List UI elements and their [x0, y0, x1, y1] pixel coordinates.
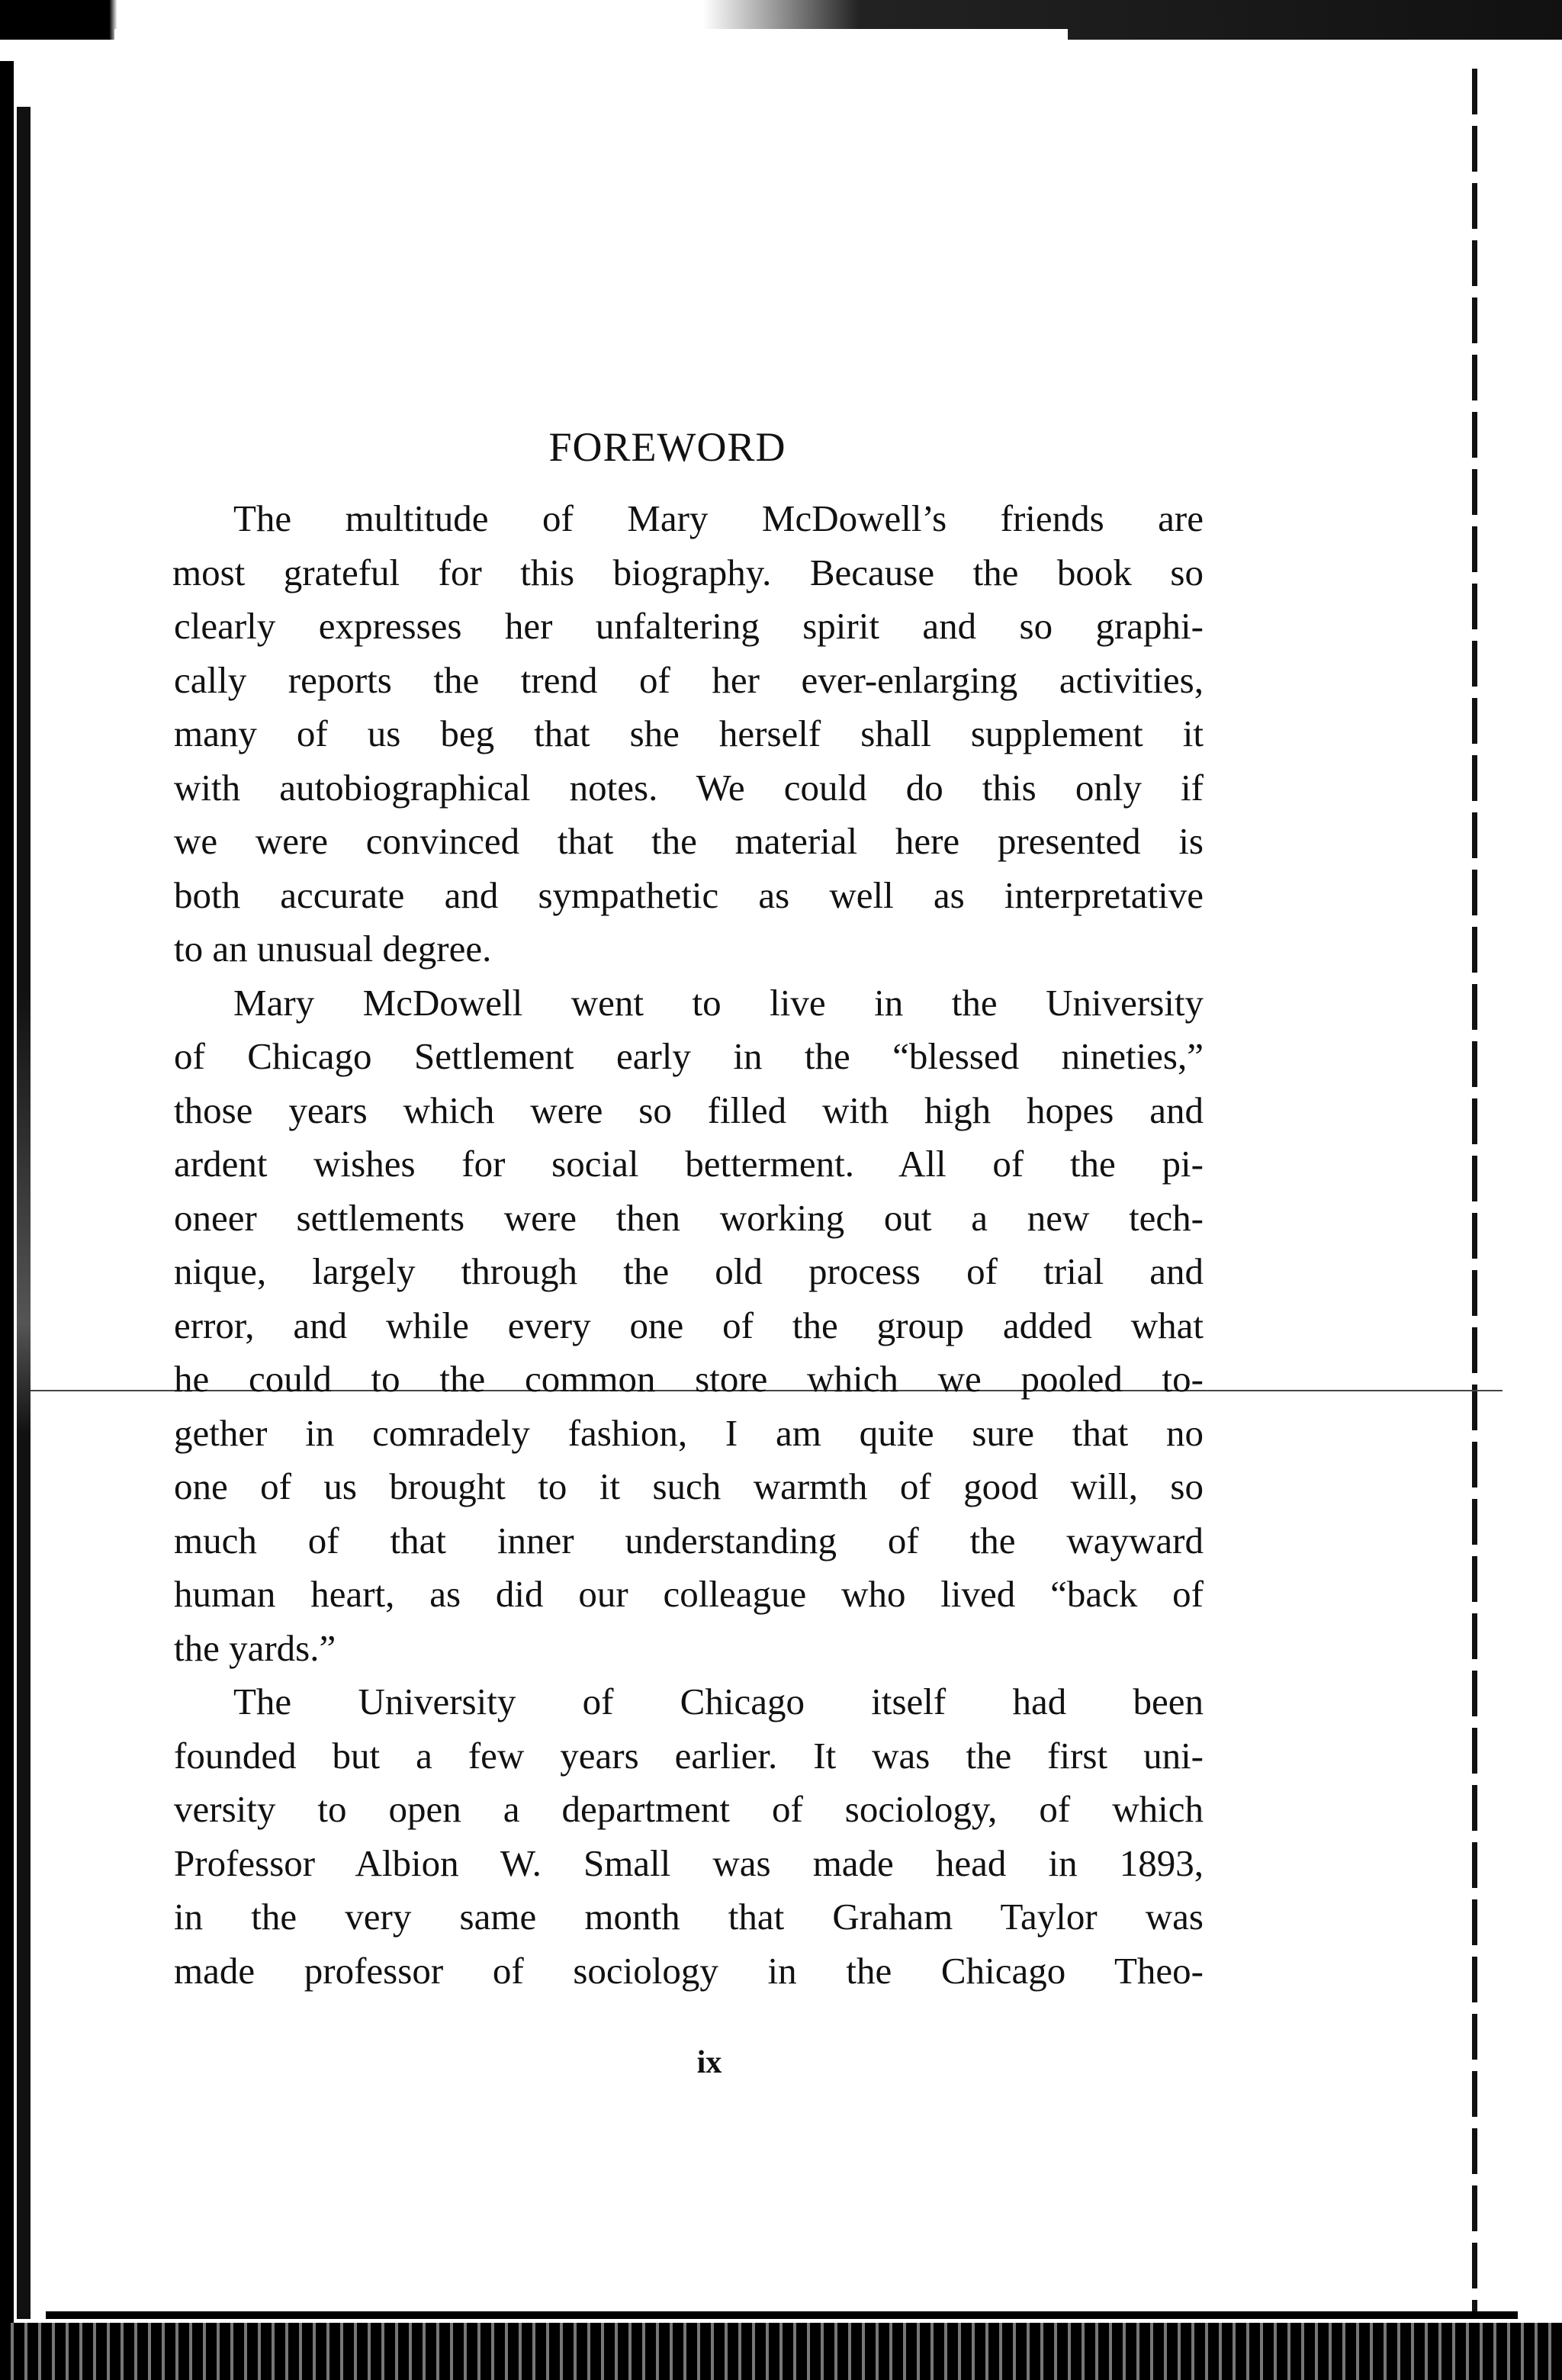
text-line: gether in comradely fashion, I am quite sure that no	[174, 1411, 1204, 1454]
text-line: Professor Albion W. Small was made head in 1893,	[174, 1841, 1204, 1884]
scan-right-border	[1472, 69, 1477, 2311]
text-line: he could to the common store which we pooled to-	[174, 1358, 1204, 1400]
text-line: The multitude of Mary McDowell’s friends are	[233, 497, 1204, 539]
foreword-heading: FOREWORD	[548, 424, 786, 470]
text-line: much of that inner understanding of the wayward	[174, 1519, 1204, 1561]
text-line: made professor of sociology in the Chicago Theo-	[174, 1949, 1204, 1992]
text-line: we were convinced that the material here presented is	[174, 820, 1204, 862]
text-line: of Chicago Settlement early in the “blessed nineties,”	[174, 1035, 1204, 1077]
text-line: nique, largely through the old process of trial and	[174, 1250, 1204, 1292]
page-top-edge	[114, 29, 1068, 44]
text-line: both accurate and sympathetic as well as interpretative	[174, 873, 1204, 916]
page-title	[0, 423, 1342, 471]
text-line: human heart, as did our colleague who lived “back of	[174, 1573, 1204, 1615]
page-number: ix	[696, 2045, 722, 2080]
scan-bottom-line	[46, 2311, 1518, 2319]
scan-bottom-border	[0, 2323, 1562, 2380]
text-line: to an unusual degree.	[174, 928, 492, 970]
text-line: versity to open a department of sociology, of which	[174, 1788, 1204, 1830]
text-line: in the very same month that Graham Taylor was	[174, 1896, 1204, 1938]
text-line: ardent wishes for social betterment. All of the pi-	[174, 1143, 1204, 1185]
text-line: most grateful for this biography. Because the book so	[172, 551, 1204, 593]
text-line: clearly expresses her unfaltering spirit and so graphi-	[174, 605, 1204, 647]
text-line: those years which were so filled with high hopes and	[174, 1089, 1204, 1131]
text-line: error, and while every one of the group added what	[174, 1304, 1204, 1346]
scan-left-border	[0, 61, 14, 2349]
text-line: cally reports the trend of her ever-enlarging activities,	[174, 658, 1204, 701]
text-line: the yards.”	[174, 1626, 336, 1669]
text-line: founded but a few years earlier. It was the first uni-	[174, 1734, 1204, 1777]
text-line: with autobiographical notes. We could do this only if	[174, 766, 1204, 809]
foreword-body	[174, 492, 1204, 1998]
text-line: oneer settlements were then working out a new tech-	[174, 1196, 1204, 1239]
text-line: The University of Chicago itself had been	[233, 1680, 1204, 1722]
text-line: Mary McDowell went to live in the University	[233, 981, 1204, 1024]
text-line: one of us brought to it such warmth of good will, so	[174, 1465, 1204, 1507]
text-line: many of us beg that she herself shall supplement it	[174, 712, 1204, 754]
